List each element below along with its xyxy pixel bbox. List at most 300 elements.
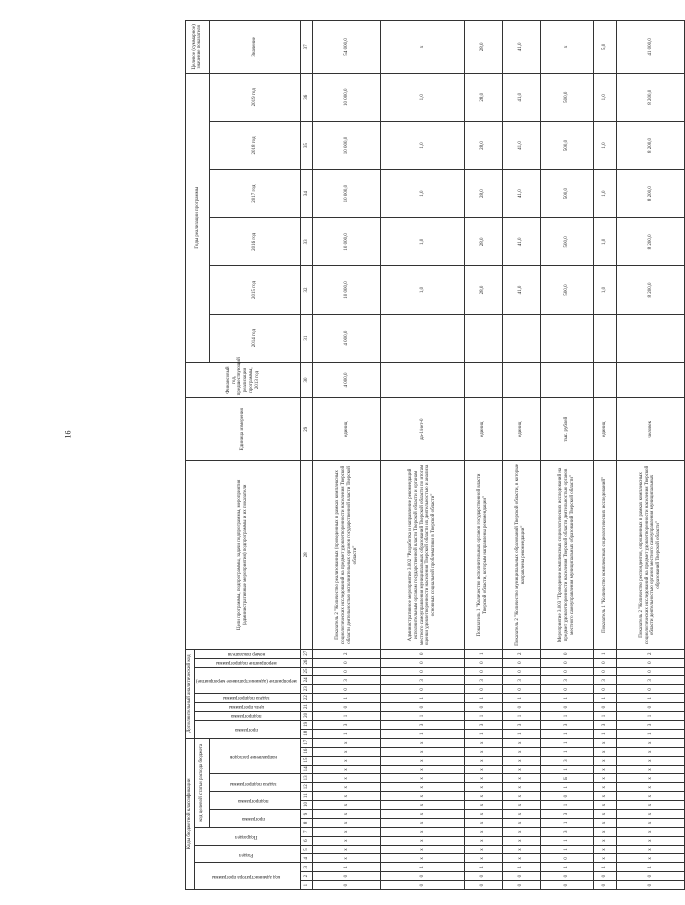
code-cell: x (381, 818, 464, 827)
column-number: 28 (301, 461, 313, 650)
code-cell: 0 (464, 872, 502, 881)
row-year-value: 1,0 (381, 218, 464, 266)
admin-code-label: код администратора программы (212, 874, 281, 880)
table-row (502, 21, 540, 890)
row-year-value: 8 200,0 (616, 73, 684, 121)
column-number: 22 (301, 694, 313, 703)
row-year-value: 1,0 (381, 73, 464, 121)
code-cell: 1 (540, 765, 593, 774)
row-year-value: 10 000,0 (313, 73, 381, 121)
code-cell: 2 (616, 649, 684, 658)
row-target-value: 28,0 (464, 21, 502, 74)
code-cell: 0 (502, 881, 540, 890)
code-cell: 1 (540, 801, 593, 810)
code-cell: 0 (502, 872, 540, 881)
column-number-row (301, 21, 313, 890)
code-cell: 1 (502, 729, 540, 738)
column-number: 18 (301, 729, 313, 738)
table-row (593, 21, 616, 890)
ext-task-header (194, 694, 301, 703)
ext-program-header (194, 720, 301, 738)
row-year-value: 500,0 (540, 266, 593, 314)
code-cell: 0 (616, 872, 684, 881)
row-year-value (616, 314, 684, 362)
code-cell: 1 (313, 712, 381, 721)
code-cell: x (616, 747, 684, 756)
row-target-value: 54 000,0 (313, 21, 381, 74)
code-cell: x (502, 827, 540, 836)
row-target-value: x (540, 21, 593, 74)
row-year-value: 28,0 (464, 73, 502, 121)
code-cell: 0 (464, 667, 502, 676)
row-year-value: 28,0 (464, 121, 502, 169)
code-cell: 3 (593, 676, 616, 685)
code-cell: 0 (313, 881, 381, 890)
column-number: 19 (301, 720, 313, 729)
column-number: 17 (301, 738, 313, 747)
code-cell: x (502, 792, 540, 801)
row-unit: да-1/нет-0 (381, 398, 464, 461)
ext-indicator-label: номер показателя (227, 650, 265, 656)
code-cell: x (381, 765, 464, 774)
code-cell: 0 (313, 685, 381, 694)
code-cell: 0 (616, 703, 684, 712)
code-cell: x (313, 747, 381, 756)
code-cell: x (502, 818, 540, 827)
row-year-value: 41,0 (502, 170, 540, 218)
code-cell: 0 (593, 667, 616, 676)
code-cell: x (593, 801, 616, 810)
code-cell: 0 (593, 703, 616, 712)
row-target-value: 41 000,0 (616, 21, 684, 74)
year-2014-header: 2014 год (209, 314, 300, 362)
code-cell: x (464, 783, 502, 792)
row-unit: единиц (502, 398, 540, 461)
code-cell: x (381, 774, 464, 783)
code-cell: x (502, 756, 540, 765)
subprogram-header (209, 792, 300, 810)
code-cell: 0 (464, 685, 502, 694)
code-cell: 1 (540, 863, 593, 872)
code-cell: x (313, 783, 381, 792)
row-year-value: 1,0 (593, 73, 616, 121)
code-cell: x (593, 765, 616, 774)
code-cell: x (502, 845, 540, 854)
code-cell: 0 (381, 881, 464, 890)
code-cell: 0 (464, 658, 502, 667)
code-cell: x (502, 801, 540, 810)
row-year-value: 8 200,0 (616, 266, 684, 314)
row-prev-year (616, 362, 684, 398)
code-cell: 1 (313, 863, 381, 872)
column-number: 12 (301, 783, 313, 792)
ext-sub-measure-label: мероприятие подпрограммы (215, 659, 277, 665)
code-cell: 0 (540, 881, 593, 890)
code-cell: 0 (616, 685, 684, 694)
expense-direction-label: направление расходов (230, 753, 278, 759)
code-cell: x (616, 845, 684, 854)
code-cell: x (502, 765, 540, 774)
section-header (194, 845, 301, 863)
code-cell: 1 (540, 738, 593, 747)
code-cell: x (313, 801, 381, 810)
code-cell: 2 (313, 649, 381, 658)
unit-header: Единица измерения (186, 398, 301, 461)
code-cell: 0 (313, 658, 381, 667)
year-2017-header: 2017 год (209, 170, 300, 218)
code-cell: x (313, 845, 381, 854)
row-year-value: 8 200,0 (616, 121, 684, 169)
code-cell: 1 (616, 863, 684, 872)
subprogram-task-label: задача подпрограммы (230, 780, 277, 786)
code-cell: x (464, 765, 502, 774)
ext-indicator-header (194, 649, 301, 658)
column-number: 21 (301, 703, 313, 712)
code-cell: 0 (381, 658, 464, 667)
code-cell: 1 (540, 747, 593, 756)
code-cell: x (593, 854, 616, 863)
code-cell: 0 (540, 649, 593, 658)
table-body (301, 21, 685, 890)
code-cell: 0 (540, 854, 593, 863)
row-year-value: 500,0 (540, 73, 593, 121)
code-cell: 0 (381, 872, 464, 881)
year-2015-header: 2015 год (209, 266, 300, 314)
code-cell: x (464, 738, 502, 747)
code-cell: 1 (593, 649, 616, 658)
row-year-value: 1,0 (381, 170, 464, 218)
code-cell: 1 (381, 694, 464, 703)
code-cell: 0 (593, 685, 616, 694)
code-cell: x (502, 854, 540, 863)
code-cell: x (593, 818, 616, 827)
column-number: 33 (301, 218, 313, 266)
code-cell: 1 (313, 694, 381, 703)
code-cell: 3 (616, 720, 684, 729)
column-number: 24 (301, 676, 313, 685)
code-cell: x (593, 756, 616, 765)
code-cell: 0 (313, 667, 381, 676)
row-year-value: 1,0 (381, 121, 464, 169)
row-year-value: 41,0 (502, 121, 540, 169)
expense-direction-header (209, 738, 300, 774)
row-year-value: 28,0 (464, 218, 502, 266)
row-year-value: 41,0 (502, 73, 540, 121)
ext-measure-label: мероприятие (административное мероприятие) (195, 678, 297, 684)
code-cell: 0 (313, 703, 381, 712)
code-cell: x (616, 756, 684, 765)
code-cell: 0 (540, 658, 593, 667)
code-cell: 1 (381, 729, 464, 738)
ext-goal-label: цель программы (228, 704, 264, 710)
code-cell: 1 (593, 712, 616, 721)
row-year-value: 500,0 (540, 121, 593, 169)
code-cell: x (593, 747, 616, 756)
code-cell: x (464, 854, 502, 863)
code-cell: x (616, 801, 684, 810)
code-cell: x (313, 827, 381, 836)
code-cell: x (313, 809, 381, 818)
code-cell: 2 (502, 649, 540, 658)
code-cell: x (313, 818, 381, 827)
code-cell: x (381, 738, 464, 747)
column-number: 13 (301, 774, 313, 783)
code-cell: 3 (381, 676, 464, 685)
code-cell: x (381, 854, 464, 863)
code-cell: x (502, 774, 540, 783)
code-cell: x (502, 747, 540, 756)
code-cell: 0 (381, 649, 464, 658)
code-cell: x (593, 845, 616, 854)
row-year-value: 1,0 (593, 121, 616, 169)
code-cell: 0 (464, 703, 502, 712)
section-label: Раздел (239, 851, 254, 857)
code-cell: x (381, 836, 464, 845)
column-number: 36 (301, 73, 313, 121)
code-cell: 0 (502, 703, 540, 712)
code-cell: 1 (540, 729, 593, 738)
code-cell: x (313, 738, 381, 747)
row-unit: человек (616, 398, 684, 461)
ext-measure-header (194, 667, 301, 694)
program-label: программа (242, 816, 266, 822)
prev-year-header: Финансовый год, предшествующий реализации программы, 2013 год (186, 362, 301, 398)
code-cell: x (616, 818, 684, 827)
code-cell: 1 (464, 694, 502, 703)
code-cell: 0 (313, 872, 381, 881)
column-number: 25 (301, 667, 313, 676)
code-cell: x (313, 854, 381, 863)
code-cell: x (381, 792, 464, 801)
code-cell: 0 (593, 881, 616, 890)
code-cell: 0 (540, 792, 593, 801)
code-cell: x (313, 756, 381, 765)
row-year-value: 8 200,0 (616, 218, 684, 266)
code-cell: 3 (464, 720, 502, 729)
row-prev-year (540, 362, 593, 398)
code-cell: 3 (540, 809, 593, 818)
code-cell: 1 (502, 863, 540, 872)
code-cell: x (464, 774, 502, 783)
column-number: 37 (301, 21, 313, 74)
code-cell: x (616, 827, 684, 836)
target-value-header: Значение (209, 21, 300, 74)
code-cell: x (381, 783, 464, 792)
code-cell: 3 (313, 676, 381, 685)
code-cell: 1 (616, 694, 684, 703)
years-group-header: Годы реализации программы (186, 73, 210, 362)
code-cell: 3 (593, 720, 616, 729)
code-cell: 1 (593, 694, 616, 703)
code-cell: 0 (381, 685, 464, 694)
description-header: Цели программы, подпрограммы, задачи подпрограммы, мероприятия (административные мероприятия) подпрограммы и их показатели (186, 461, 301, 650)
row-year-value: 28,0 (464, 266, 502, 314)
row-year-value: 10 000,0 (313, 121, 381, 169)
column-number: 1 (301, 881, 313, 890)
row-year-value: 41,0 (502, 218, 540, 266)
code-cell: 0 (464, 881, 502, 890)
row-unit: единиц (313, 398, 381, 461)
column-number: 2 (301, 872, 313, 881)
table-header (186, 21, 301, 890)
table-row (540, 21, 593, 890)
ext-goal-header (194, 703, 301, 712)
column-number: 14 (301, 765, 313, 774)
column-number: 31 (301, 314, 313, 362)
row-year-value (502, 314, 540, 362)
code-cell: Б (540, 774, 593, 783)
code-cell: x (616, 836, 684, 845)
table-row (313, 21, 381, 890)
code-cell: x (381, 845, 464, 854)
code-cell: 1 (381, 863, 464, 872)
code-cell: x (381, 801, 464, 810)
column-number: 11 (301, 792, 313, 801)
code-cell: x (593, 774, 616, 783)
code-cell: 3 (540, 720, 593, 729)
code-cell: 1 (464, 712, 502, 721)
column-number: 4 (301, 854, 313, 863)
code-cell: 0 (540, 667, 593, 676)
program-header (209, 809, 300, 827)
code-cell: 1 (464, 729, 502, 738)
code-cell: x (593, 783, 616, 792)
code-cell: x (502, 836, 540, 845)
column-number: 16 (301, 747, 313, 756)
code-cell: 3 (464, 676, 502, 685)
code-cell: 0 (381, 667, 464, 676)
code-cell: 0 (616, 667, 684, 676)
row-unit: тыс. рублей (540, 398, 593, 461)
code-cell: 1 (540, 818, 593, 827)
table-row (381, 21, 464, 890)
row-year-value: 4 000,0 (313, 314, 381, 362)
row-description: Показатель 1 "Количество комплексных социологических исследований" (593, 461, 616, 650)
code-cell: 1 (593, 729, 616, 738)
row-year-value: 41,0 (502, 266, 540, 314)
code-cell: 0 (381, 703, 464, 712)
code-cell: x (616, 774, 684, 783)
subprogram-label: подпрограмма (238, 798, 269, 804)
row-year-value (593, 314, 616, 362)
code-cell: x (616, 765, 684, 774)
code-cell: 3 (540, 756, 593, 765)
code-cell: 0 (593, 872, 616, 881)
code-cell: x (313, 836, 381, 845)
column-number: 15 (301, 756, 313, 765)
row-year-value: 1,0 (593, 170, 616, 218)
code-cell: x (464, 836, 502, 845)
column-number: 26 (301, 658, 313, 667)
code-cell: x (464, 827, 502, 836)
code-cell: 0 (502, 685, 540, 694)
code-cell: x (381, 756, 464, 765)
code-cell: x (464, 809, 502, 818)
code-cell: x (616, 783, 684, 792)
code-cell: x (593, 836, 616, 845)
ext-sub-measure-header (194, 658, 301, 667)
code-cell: x (313, 765, 381, 774)
code-cell: x (464, 756, 502, 765)
row-target-value: x (381, 21, 464, 74)
row-year-value (381, 314, 464, 362)
extra-code-group-header: Дополнительный аналитический код (186, 649, 195, 738)
row-target-value: 5,0 (593, 21, 616, 74)
code-cell: 1 (616, 712, 684, 721)
column-number: 23 (301, 685, 313, 694)
row-year-value: 500,0 (540, 170, 593, 218)
code-cell: x (593, 809, 616, 818)
subsection-header (194, 827, 301, 845)
row-prev-year (593, 362, 616, 398)
code-cell: x (313, 774, 381, 783)
row-year-value (464, 314, 502, 362)
column-number: 29 (301, 398, 313, 461)
code-cell: x (381, 747, 464, 756)
column-number: 10 (301, 801, 313, 810)
subprogram-task-header (209, 774, 300, 792)
row-description: Показатель 2 "Количество респондентов, опрошенных в рамках комплексных социологических исследований на предмет удовлетворенности населения Тверской области деятельностью органов местного самоуправления муниципальных образований Тверской области" (616, 461, 684, 650)
row-prev-year (381, 362, 464, 398)
budget-codes-group-header: Коды бюджетной классификации (186, 738, 195, 889)
table-row (616, 21, 684, 890)
ext-task-label: задача подпрограммы (222, 695, 270, 701)
column-number: 3 (301, 863, 313, 872)
column-number: 7 (301, 827, 313, 836)
row-unit: единиц (593, 398, 616, 461)
column-number: 34 (301, 170, 313, 218)
code-cell: x (616, 738, 684, 747)
column-number: 5 (301, 845, 313, 854)
code-cell: 1 (540, 845, 593, 854)
row-year-value: 28,0 (464, 170, 502, 218)
row-year-value: 10 000,0 (313, 218, 381, 266)
code-cell: 0 (502, 667, 540, 676)
code-cell: 0 (540, 872, 593, 881)
code-cell: x (502, 738, 540, 747)
code-cell: 0 (593, 658, 616, 667)
year-2018-header: 2018 год (209, 121, 300, 169)
column-number: 20 (301, 712, 313, 721)
code-cell: 3 (313, 720, 381, 729)
code-cell: 1 (502, 712, 540, 721)
row-year-value (540, 314, 593, 362)
code-cell: x (616, 792, 684, 801)
row-year-value: 1,0 (593, 266, 616, 314)
column-number: 9 (301, 809, 313, 818)
code-cell: 3 (381, 720, 464, 729)
code-cell: 1 (381, 712, 464, 721)
code-cell: 1 (593, 863, 616, 872)
code-cell: 1 (616, 729, 684, 738)
code-cell: x (502, 783, 540, 792)
code-cell: 0 (616, 881, 684, 890)
code-cell: 3 (502, 720, 540, 729)
row-year-value: 1,0 (593, 218, 616, 266)
column-number: 8 (301, 818, 313, 827)
column-number: 6 (301, 836, 313, 845)
row-prev-year (464, 362, 502, 398)
admin-code-header (194, 863, 301, 890)
row-target-value: 41,0 (502, 21, 540, 74)
column-number: 30 (301, 362, 313, 398)
code-cell: 0 (502, 658, 540, 667)
target-group-header: Целевое (суммарное) значение показателя (186, 21, 210, 74)
code-cell: x (313, 792, 381, 801)
code-cell: 3 (616, 676, 684, 685)
row-description: Мероприятие 3.003 "Проведение комплексных социологических исследований на предмет удовлетворенности населения Тверской области деятельностью органов местного самоуправления муниципальных образований Тверской области" (540, 461, 593, 650)
code-cell: 3 (540, 676, 593, 685)
